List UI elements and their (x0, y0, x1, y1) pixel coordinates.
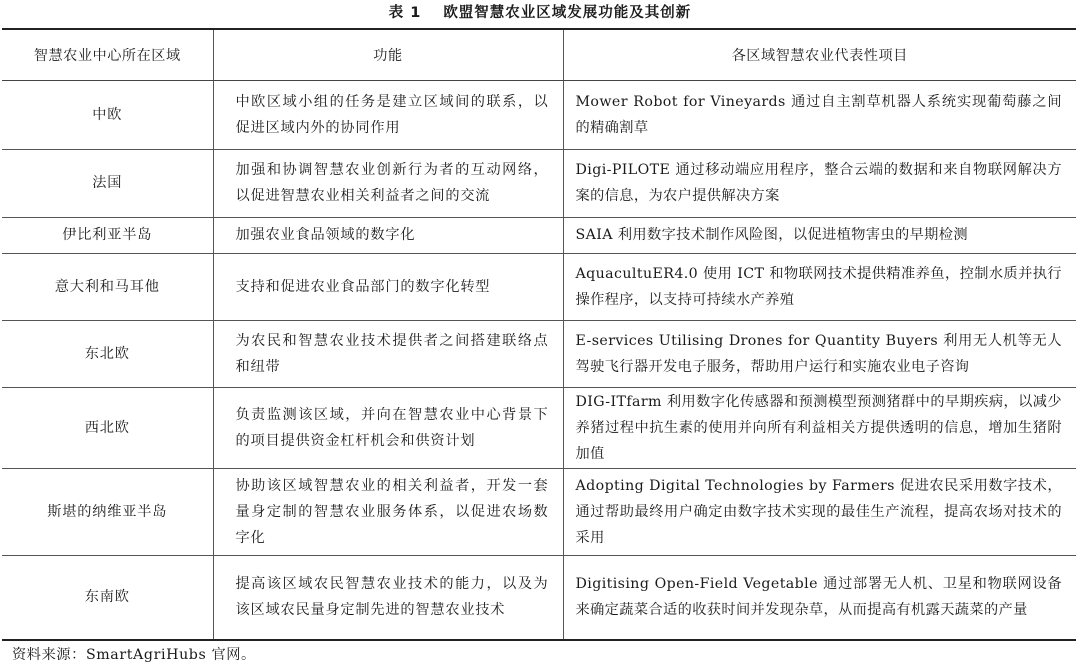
table-row (2, 253, 1076, 320)
function-cell: 为农民和智慧农业技术提供者之间搭建联络点和纽带 (213, 320, 563, 387)
function-cell: 负责监测该区域，并向在智慧农业中心背景下的项目提供资金杠杆机会和供资计划 (213, 387, 563, 468)
agriculture-region-table (2, 28, 1076, 641)
table-row (2, 555, 1076, 640)
project-cell: AquacultuER4.0 使用 ICT 和物联网技术提供精准养鱼，控制水质并执行操作程序，以支持可持续水产养殖 (563, 253, 1076, 320)
region-cell: 西北欧 (2, 387, 213, 468)
project-cell: Mower Robot for Vineyards 通过自主割草机器人系统实现葡萄藤之间的精确割草 (563, 80, 1076, 149)
project-cell: Adopting Digital Technologies by Farmers 促进农民采用数字技术，通过帮助最终用户确定由数字技术实现的最佳生产流程，提高农场对技术的采用 (563, 468, 1076, 555)
table-number: 表 1 (388, 5, 422, 21)
region-cell: 斯堪的纳维亚半岛 (2, 468, 213, 555)
region-cell: 法国 (2, 149, 213, 217)
project-cell: SAIA 利用数字技术制作风险图，以促进植物害虫的早期检测 (563, 217, 1076, 253)
region-cell: 意大利和马耳他 (2, 253, 213, 320)
header-projects: 各区域智慧农业代表性项目 (563, 29, 1076, 80)
function-cell: 支持和促进农业食品部门的数字化转型 (213, 253, 563, 320)
region-cell: 东北欧 (2, 320, 213, 387)
function-cell: 协助该区域智慧农业的相关利益者，开发一套量身定制的智慧农业服务体系，以促进农场数字化 (213, 468, 563, 555)
table-row (2, 468, 1076, 555)
table-row (2, 149, 1076, 217)
table-row (2, 320, 1076, 387)
function-cell: 加强农业食品领域的数字化 (213, 217, 563, 253)
header-region: 智慧农业中心所在区域 (2, 29, 213, 80)
table-header-row (2, 29, 1076, 80)
project-cell: DIG-ITfarm 利用数字化传感器和预测模型预测猪群中的早期疾病，以减少养猪过程中抗生素的使用并向所有利益相关方提供透明的信息，增加生猪附加值 (563, 387, 1076, 468)
table-row (2, 387, 1076, 468)
project-cell: Digi-PILOTE 通过移动端应用程序，整合云端的数据和来自物联网解决方案的信息，为农户提供解决方案 (563, 149, 1076, 217)
region-cell: 东南欧 (2, 555, 213, 640)
table-row (2, 217, 1076, 253)
table-caption (0, 0, 1080, 26)
project-cell: E-services Utilising Drones for Quantity Buyers 利用无人机等无人驾驶飞行器开发电子服务，帮助用户运行和实施农业电子咨询 (563, 320, 1076, 387)
function-cell: 中欧区域小组的任务是建立区域间的联系，以促进区域内外的协同作用 (213, 80, 563, 149)
source-note: 资料来源：SmartAgriHubs 官网。 (12, 647, 256, 663)
function-cell: 加强和协调智慧农业创新行为者的互动网络，以促进智慧农业相关利益者之间的交流 (213, 149, 563, 217)
region-cell: 中欧 (2, 80, 213, 149)
function-cell: 提高该区域农民智慧农业技术的能力，以及为该区域农民量身定制先进的智慧农业技术 (213, 555, 563, 640)
project-cell: Digitising Open-Field Vegetable 通过部署无人机、卫星和物联网设备来确定蔬菜合适的收获时间并发现杂草，从而提高有机露天蔬菜的产量 (563, 555, 1076, 640)
region-cell: 伊比利亚半岛 (2, 217, 213, 253)
header-function: 功能 (213, 29, 563, 80)
table-row (2, 80, 1076, 149)
table-title: 欧盟智慧农业区域发展功能及其创新 (443, 5, 692, 21)
